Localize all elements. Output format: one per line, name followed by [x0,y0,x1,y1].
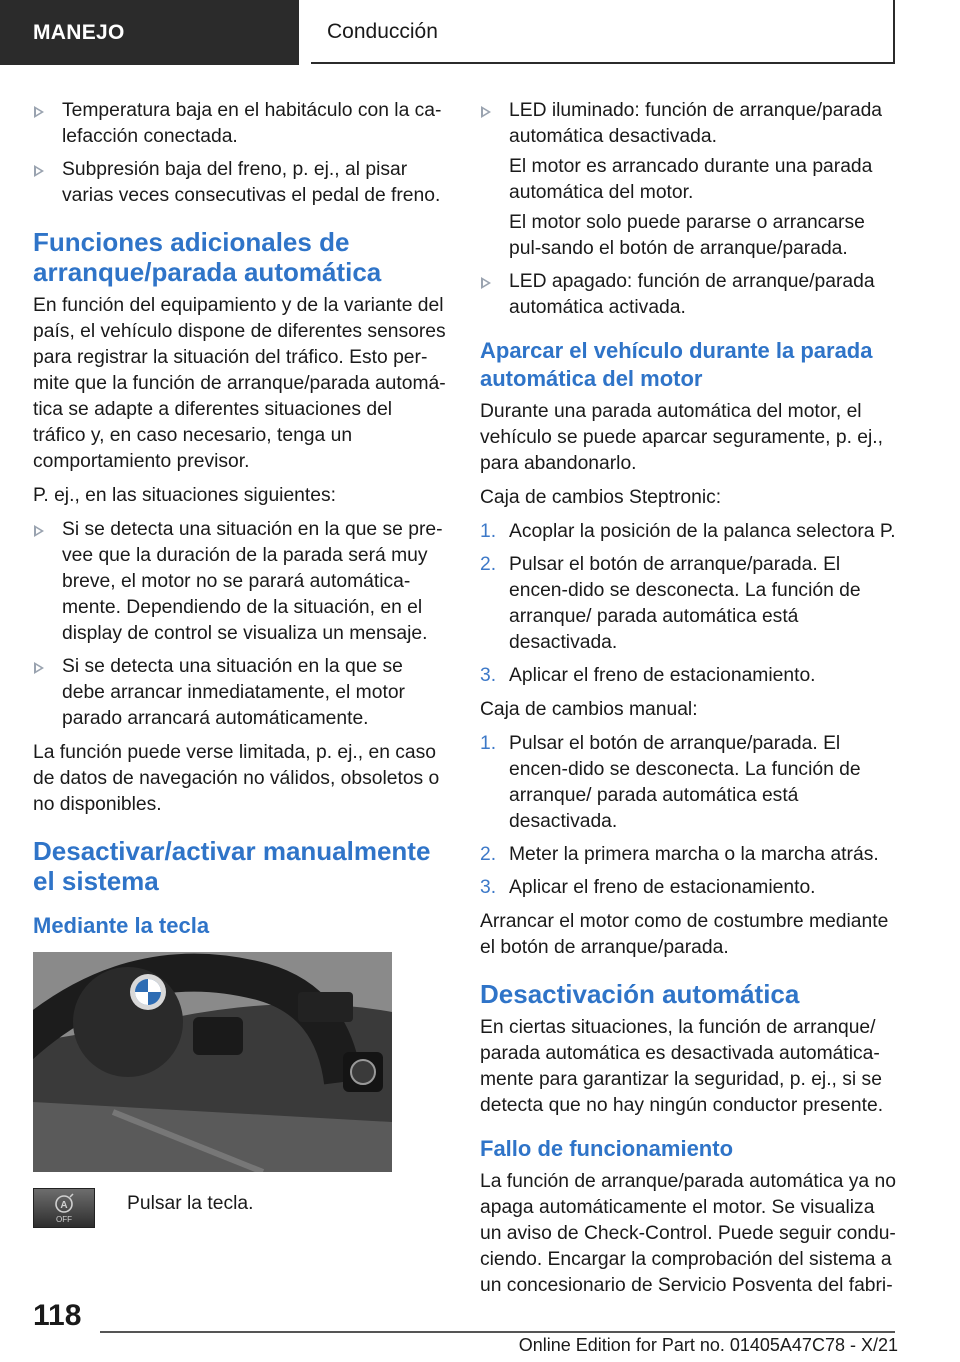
steering-wheel-photo [33,952,392,1172]
left-column [33,98,449,1232]
paragraph-functions: En función del equipamiento y de la variante del país, el vehículo dispone de diferentes sensores para registrar la situación del tráfico. Esto per-mite que la función de arranque/parada automá-tica se adapte a diferentes situaciones del tráfico y, en caso necesario, tenga un comportamiento previsor. [33,295,446,472]
list-item: Temperatura baja en el habitáculo con la ca-lefacción conectada. [33,98,449,150]
bullet-triangle-icon [34,106,44,118]
list-item: Si se detecta una situación en la que se debe arrancar inmediatamente, el motor parado arrancará automáticamente. [33,654,449,732]
section-title: MANEJO [33,21,125,44]
svg-text:A: A [60,1200,68,1211]
heading-manual: Desactivar/activar manualmente el sistema [33,836,431,896]
key-caption: Pulsar la tecla. [127,1193,254,1214]
step-number: 1. [480,521,497,542]
steptronic-steps [480,519,898,689]
auto-start-stop-off-icon [33,1188,95,1228]
step-number: 1. [480,733,497,754]
step-number: 2. [480,844,497,865]
bullet-triangle-icon [481,106,491,118]
heading-auto-off: Desactivación automática [480,979,800,1009]
heading-park: Aparcar el vehículo durante la parada automática del motor [480,338,873,391]
chapter-title: Conducción [327,20,438,43]
paragraph-fault: La función de arranque/parada automática ya no apaga automáticamente el motor. Se visualiza un aviso de Check-Control. Puede seguir condu-ciendo. Encargar la comprobación del sistema a un concesionario de Servicio Posventa del fabri- [480,1171,896,1296]
footer-divider [100,1331,895,1333]
manual-steps [480,731,898,901]
paragraph-example: P. ej., en las situaciones siguientes: [33,485,336,506]
list-item: 2. Meter la primera marcha o la marcha atrás. [480,842,898,868]
bullet-triangle-icon [34,525,44,537]
list-item: Si se detecta una situación en la que se pre-vee que la duración de la parada será muy breve, el motor no se parará automática-mente. Dependiendo de la situación, en el display de control se visualiza un mensaje. [33,517,449,647]
step-number: 2. [480,554,497,575]
list-item: LED iluminado: función de arranque/parada automática desactivada. El motor es arrancado durante una parada automática del motor. El motor solo puede pararse o arrancarse pul-sando el botón de arranque/parada. [480,98,898,262]
footer-edition: Online Edition for Part no. 01405A47C78 - X/21 [518,1335,898,1355]
list-item-note: El motor solo puede pararse o arrancarse pul-sando el botón de arranque/parada. [509,212,865,259]
step-number: 3. [480,877,497,898]
step-number: 3. [480,665,497,686]
chapter-header [311,0,895,64]
list-item: 2. Pulsar el botón de arranque/parada. El encen-dido se desconecta. La función de arranque/ parada automática está desactivada. [480,554,861,653]
paragraph-start: Arrancar el motor como de costumbre mediante el botón de arranque/parada. [480,911,889,958]
key-icon-label: OFF [56,1215,72,1224]
section-tab [0,0,299,65]
heading-functions: Funciones adicionales de arranque/parada automática [33,227,382,287]
list-item: 1. Acoplar la posición de la palanca selectora P. [480,519,898,545]
list-item: 3. Aplicar el freno de estacionamiento. [480,875,898,901]
bullet-triangle-icon [34,662,44,674]
list-item-note: El motor es arrancado durante una parada automática del motor. [509,156,873,203]
key-instruction [33,1188,449,1232]
list-item: 1. Pulsar el botón de arranque/parada. El encen-dido se desconecta. La función de arranque/ parada automática está desactivada. [480,733,861,832]
intro-bullet-list [33,98,449,209]
paragraph-steptronic: Caja de cambios Steptronic: [480,487,722,508]
paragraph-manual-box: Caja de cambios manual: [480,699,698,720]
list-item: Subpresión baja del freno, p. ej., al pisar varias veces consecutivas el pedal de freno. [33,157,449,209]
bullet-triangle-icon [34,165,44,177]
bullet-triangle-icon [481,277,491,289]
paragraph-limited: La función puede verse limitada, p. ej., en caso de datos de navegación no válidos, obsoletos o no disponibles. [33,742,440,815]
list-item: LED apagado: función de arranque/parada automática activada. [480,269,898,321]
led-bullet-list [480,98,898,321]
paragraph-auto-off: En ciertas situaciones, la función de arranque/ parada automática es desactivada automática-mente para garantizar la seguridad, p. ej., si se detecta que no hay ningún conductor presente. [480,1017,884,1116]
paragraph-park: Durante una parada automática del motor, el vehículo se puede aparcar seguramente, p. ej., para abandonarlo. [480,401,884,474]
list-item: 3. Aplicar el freno de estacionamiento. [480,663,898,689]
right-column [480,98,898,1307]
heading-fault: Fallo de funcionamiento [480,1136,734,1161]
page-number: 118 [33,1299,82,1332]
situation-bullet-list [33,517,449,732]
heading-button: Mediante la tecla [33,913,210,938]
